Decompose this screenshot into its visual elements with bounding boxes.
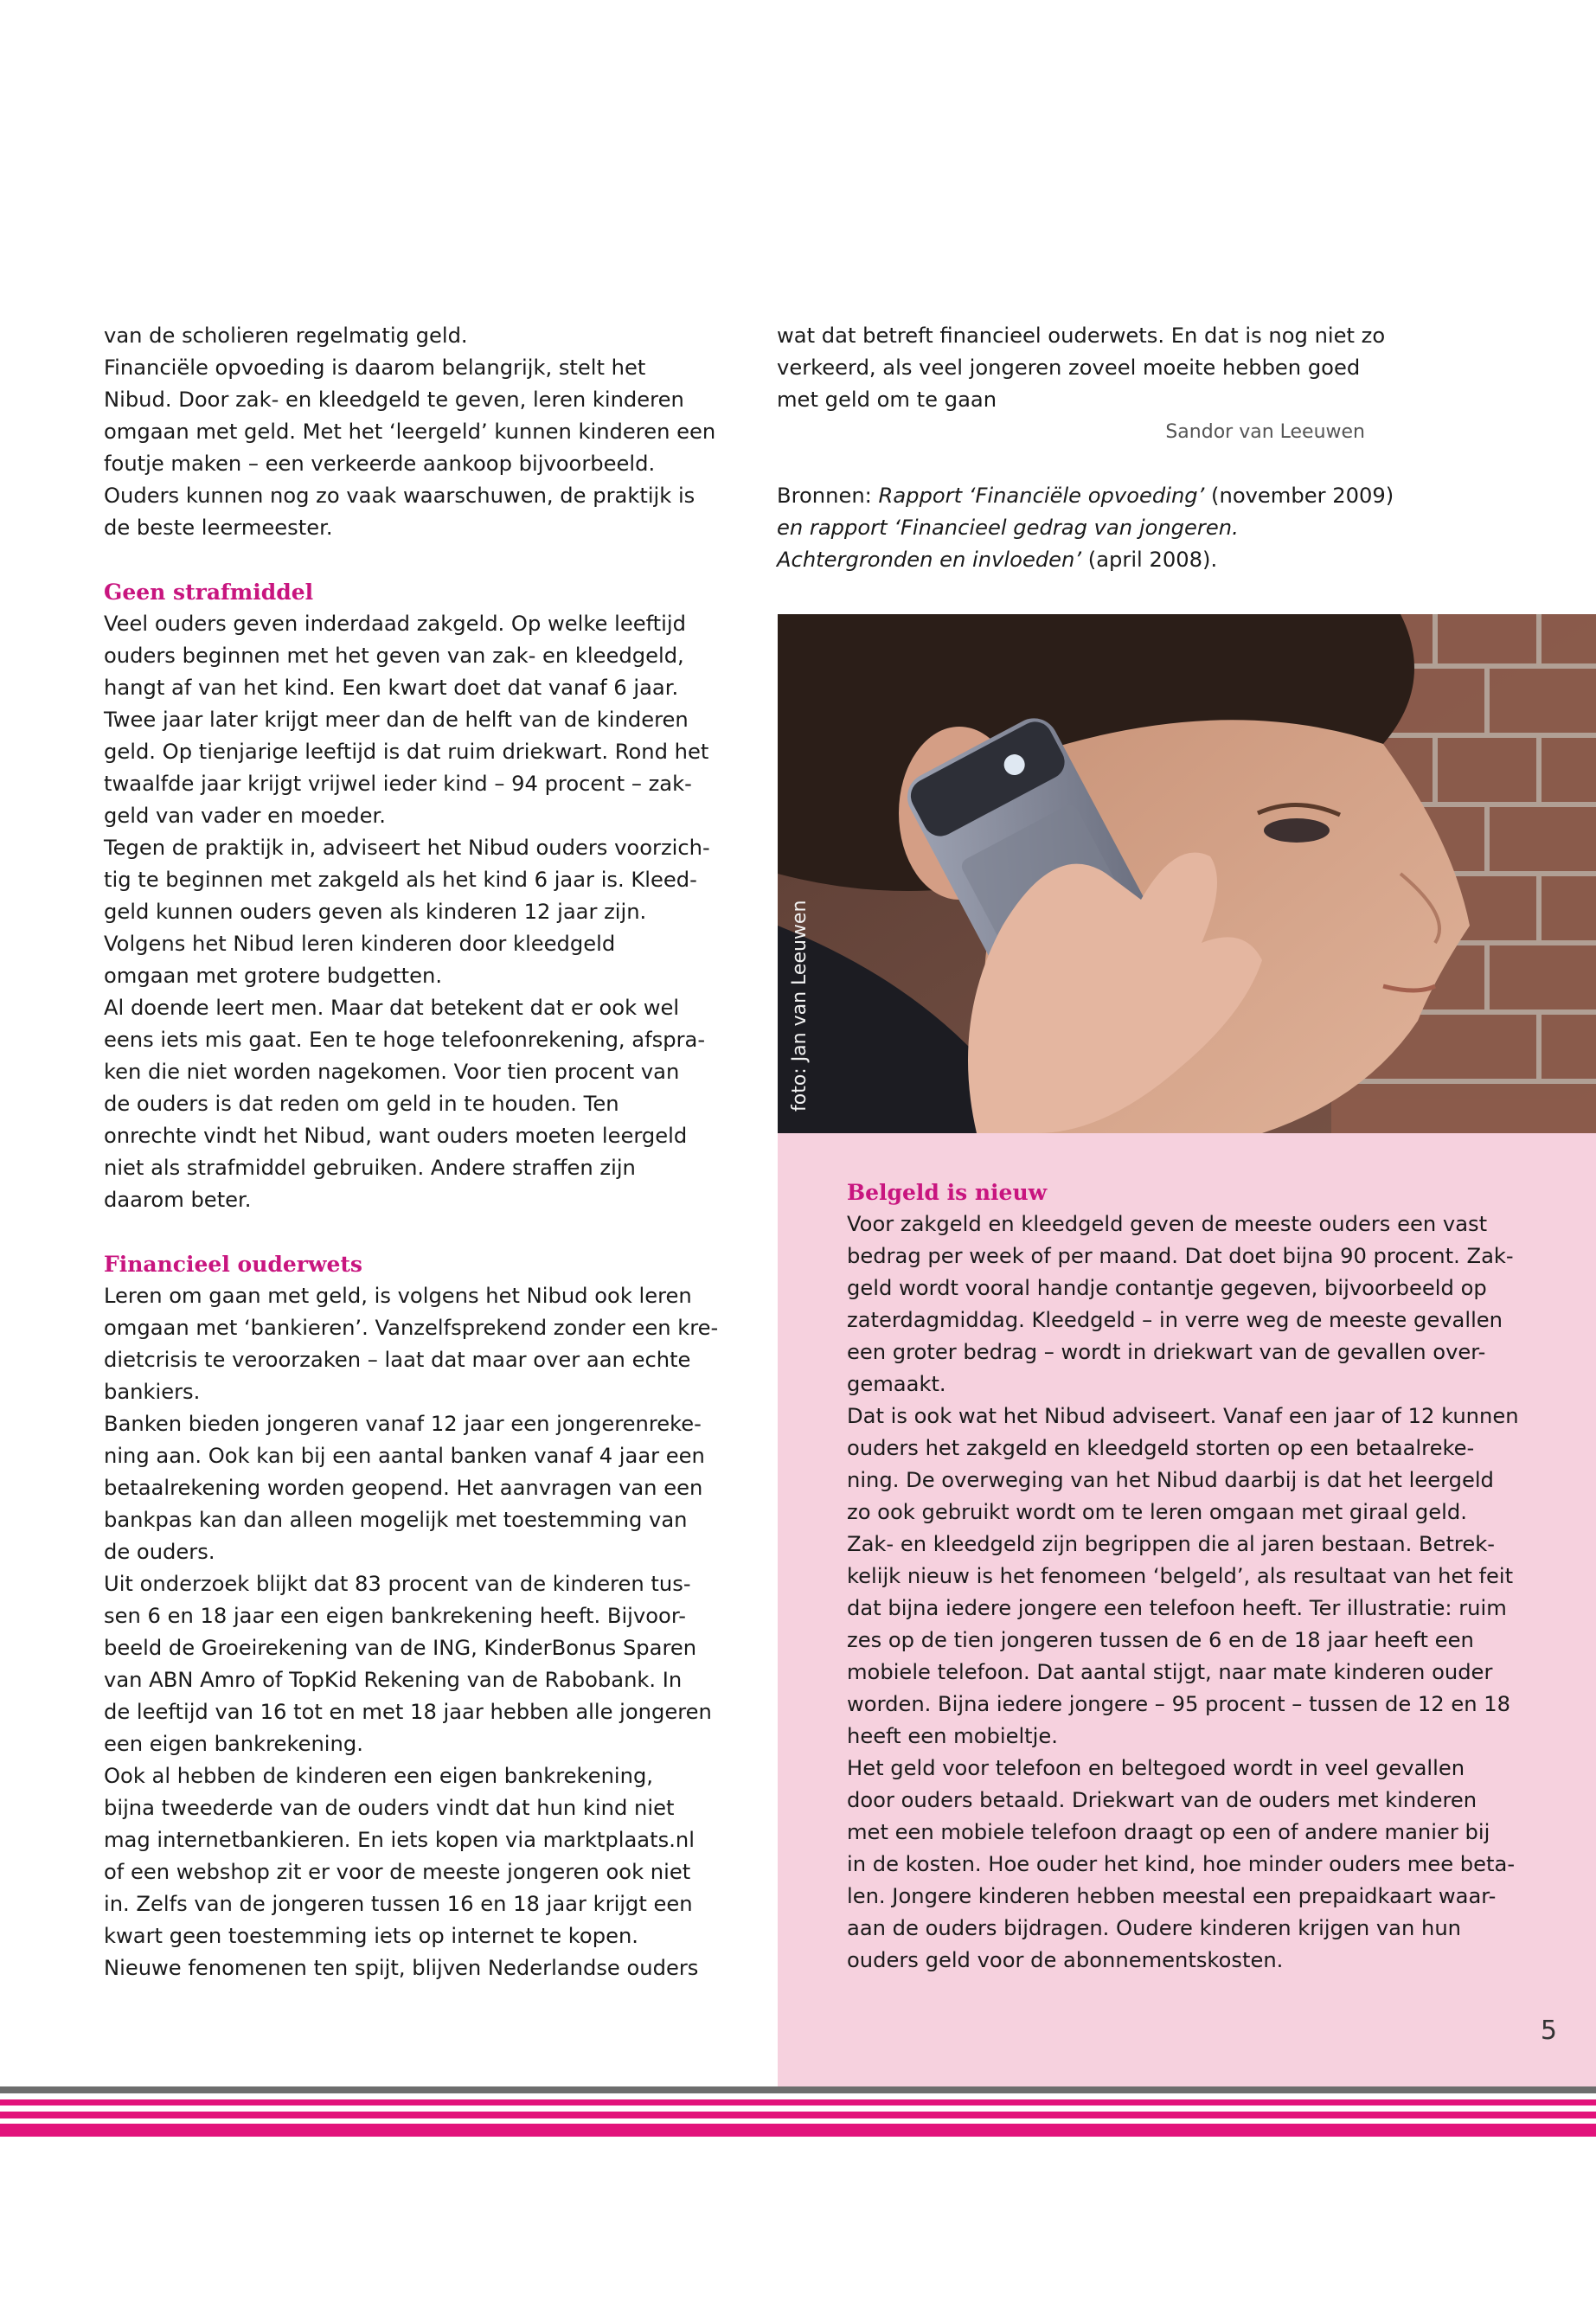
text-line: ning aan. Ook kan bij een aantal banken vanaf 4 jaar een	[104, 1444, 705, 1468]
sources-title-1: Rapport ‘Financiële opvoeding’	[878, 484, 1205, 508]
text-line: twaalfde jaar krijgt vrijwel ieder kind – 94 procent – zak-	[104, 772, 692, 796]
text-line: bijna tweederde van de ouders vindt dat hun kind niet	[104, 1796, 675, 1820]
box-heading: Belgeld is nieuw	[847, 1180, 1048, 1205]
text-line: met geld om te gaan	[777, 388, 997, 412]
text-line: Twee jaar later krijgt meer dan de helft van de kinderen	[104, 708, 689, 732]
text-line: geld van vader en moeder.	[104, 804, 386, 828]
text-line: een eigen bankrekening.	[104, 1732, 363, 1756]
text-line: zes op de tien jongeren tussen de 6 en de 18 jaar heeft een	[847, 1628, 1474, 1652]
text-line: beeld de Groeirekening van de ING, KinderBonus Sparen	[104, 1636, 697, 1660]
text-line: mag internetbankieren. En iets kopen via marktplaats.nl	[104, 1828, 695, 1852]
text-line: Tegen de praktijk in, adviseert het Nibud ouders voorzich-	[104, 836, 710, 860]
footer-stripe-pink	[0, 2112, 1596, 2118]
text-line: dietcrisis te veroorzaken – laat dat maar over aan echte	[104, 1348, 691, 1372]
text-line: ouders het zakgeld en kleedgeld storten op een betaalreke-	[847, 1436, 1475, 1460]
footer-stripe-pink	[0, 2099, 1596, 2106]
photo-illustration	[778, 614, 1596, 1133]
text-line: betaalrekening worden geopend. Het aanvragen van een	[104, 1476, 703, 1500]
text-line: Al doende leert men. Maar dat betekent dat er ook wel	[104, 996, 680, 1020]
text-line: met een mobiele telefoon draagt op een of andere manier bij	[847, 1820, 1490, 1844]
text-line: kwart geen toestemming iets op internet te kopen.	[104, 1924, 638, 1948]
text-line: of een webshop zit er voor de meeste jongeren ook niet	[104, 1860, 691, 1884]
text-line: worden. Bijna iedere jongere – 95 procent – tussen de 12 en 18	[847, 1692, 1511, 1716]
text-line: de ouders is dat reden om geld in te houden. Ten	[104, 1092, 619, 1116]
text-line: ouders beginnen met het geven van zak- en kleedgeld,	[104, 644, 684, 668]
text-line: Financiële opvoeding is daarom belangrijk, stelt het	[104, 356, 646, 380]
text-line: aan de ouders bijdragen. Oudere kinderen krijgen van hun	[847, 1916, 1462, 1940]
text-line: mobiele telefoon. Dat aantal stijgt, naar mate kinderen ouder	[847, 1660, 1493, 1684]
text-line: gemaakt.	[847, 1372, 946, 1396]
author-signature: Sandor van Leeuwen	[1165, 421, 1365, 443]
text-line: tig te beginnen met zakgeld als het kind 6 jaar is. Kleed-	[104, 868, 697, 892]
sources-title-2: en rapport ‘Financieel gedrag van jongeren.	[777, 516, 1239, 540]
text-line: in. Zelfs van de jongeren tussen 16 en 18 jaar krijgt een	[104, 1892, 693, 1916]
text-line: Volgens het Nibud leren kinderen door kleedgeld	[104, 932, 616, 956]
text-line: Voor zakgeld en kleedgeld geven de meeste ouders een vast	[847, 1212, 1488, 1236]
text-line: geld. Op tienjarige leeftijd is dat ruim driekwart. Rond het	[104, 740, 709, 764]
text-line: verkeerd, als veel jongeren zoveel moeite hebben goed	[777, 356, 1361, 380]
text-line: len. Jongere kinderen hebben meestal een prepaidkaart waar-	[847, 1884, 1497, 1908]
text-line: geld kunnen ouders geven als kinderen 12 jaar zijn.	[104, 900, 647, 924]
text-line: Banken bieden jongeren vanaf 12 jaar een jongerenreke-	[104, 1412, 702, 1436]
text-line: ning. De overweging van het Nibud daarbij is dat het leergeld	[847, 1468, 1494, 1492]
footer-stripe-grey	[0, 2086, 1596, 2093]
text-line: Zak- en kleedgeld zijn begrippen die al jaren bestaan. Betrek-	[847, 1532, 1495, 1556]
text-line: de beste leermeester.	[104, 516, 333, 540]
text-line: van de scholieren regelmatig geld.	[104, 324, 468, 348]
sources-line-2	[777, 512, 1374, 544]
text-line: niet als strafmiddel gebruiken. Andere straffen zijn	[104, 1156, 636, 1180]
text-line: ken die niet worden nagekomen. Voor tien procent van	[104, 1060, 680, 1084]
sources-line-3	[777, 544, 1374, 576]
text-line: de leeftijd van 16 tot en met 18 jaar hebben alle jongeren	[104, 1700, 712, 1724]
text-line: zo ook gebruikt wordt om te leren omgaan met giraal geld.	[847, 1500, 1467, 1524]
text-line: bankpas kan dan alleen mogelijk met toestemming van	[104, 1508, 688, 1532]
page-number: 5	[1540, 2016, 1557, 2046]
text-line: zaterdagmiddag. Kleedgeld – in verre weg de meeste gevallen	[847, 1308, 1503, 1332]
text-line: sen 6 en 18 jaar een eigen bankrekening heeft. Bijvoor-	[104, 1604, 686, 1628]
text-line: heeft een mobieltje.	[847, 1724, 1058, 1748]
text-line: omgaan met geld. Met het ‘leergeld’ kunnen kinderen een	[104, 420, 716, 444]
photo-boy-with-phone	[778, 614, 1596, 1133]
left-column	[104, 320, 719, 1984]
text-line: geld wordt vooral handje contantje gegeven, bijvoorbeeld op	[847, 1276, 1487, 1300]
text-line: Uit onderzoek blijkt dat 83 procent van de kinderen tus-	[104, 1572, 691, 1596]
sources-date-3: (april 2008).	[1081, 548, 1218, 572]
sources-line-1	[777, 480, 1394, 512]
text-line: kelijk nieuw is het fenomeen ‘belgeld’, als resultaat van het feit	[847, 1564, 1514, 1588]
text-line: Ook al hebben de kinderen een eigen bankrekening,	[104, 1764, 653, 1788]
section-heading-geen-strafmiddel: Geen strafmiddel	[104, 580, 314, 605]
text-line: eens iets mis gaat. Een te hoge telefoonrekening, afspra-	[104, 1028, 706, 1052]
text-line: bankiers.	[104, 1380, 201, 1404]
text-line: Leren om gaan met geld, is volgens het Nibud ook leren	[104, 1284, 692, 1308]
text-line: door ouders betaald. Driekwart van de ouders met kinderen	[847, 1788, 1477, 1812]
text-line: onrechte vindt het Nibud, want ouders moeten leergeld	[104, 1124, 688, 1148]
text-line: in de kosten. Hoe ouder het kind, hoe minder ouders mee beta-	[847, 1852, 1516, 1876]
sidebar-box	[847, 1176, 1519, 1977]
right-column-top	[777, 320, 1394, 576]
text-line: een groter bedrag – wordt in driekwart van de gevallen over-	[847, 1340, 1486, 1364]
text-line: de ouders.	[104, 1540, 215, 1564]
text-line: Nibud. Door zak- en kleedgeld te geven, leren kinderen	[104, 388, 684, 412]
text-line: Ouders kunnen nog zo vaak waarschuwen, de praktijk is	[104, 484, 695, 508]
text-line: omgaan met ‘bankieren’. Vanzelfsprekend zonder een kre-	[104, 1316, 719, 1340]
sources-title-3: Achtergronden en invloeden’	[777, 548, 1082, 572]
photo-credit: foto: Jan van Leeuwen	[789, 900, 811, 1112]
text-line: Het geld voor telefoon en beltegoed wordt in veel gevallen	[847, 1756, 1465, 1780]
text-line: hangt af van het kind. Een kwart doet dat vanaf 6 jaar.	[104, 676, 679, 700]
text-line: van ABN Amro of TopKid Rekening van de Rabobank. In	[104, 1668, 683, 1692]
text-line: dat bijna iedere jongere een telefoon heeft. Ter illustratie: ruim	[847, 1596, 1507, 1620]
text-line: daarom beter.	[104, 1188, 252, 1212]
section-heading-financieel-ouderwets: Financieel ouderwets	[104, 1252, 362, 1277]
text-line: Nieuwe fenomenen ten spijt, blijven Nederlandse ouders	[104, 1956, 699, 1980]
text-line: Veel ouders geven inderdaad zakgeld. Op welke leeftijd	[104, 612, 686, 636]
text-line: omgaan met grotere budgetten.	[104, 964, 443, 988]
text-line: wat dat betreft financieel ouderwets. En dat is nog niet zo	[777, 324, 1386, 348]
text-line: foutje maken – een verkeerde aankoop bijvoorbeeld.	[104, 452, 656, 476]
footer-stripe-pink	[0, 2124, 1596, 2137]
text-line: Dat is ook wat het Nibud adviseert. Vanaf een jaar of 12 kunnen	[847, 1404, 1519, 1428]
text-line: bedrag per week of per maand. Dat doet bijna 90 procent. Zak-	[847, 1244, 1514, 1268]
sources-prefix: Bronnen:	[777, 484, 879, 508]
text-line: ouders geld voor de abonnementskosten.	[847, 1948, 1284, 1972]
sources-date-1: (november 2009)	[1204, 484, 1394, 508]
